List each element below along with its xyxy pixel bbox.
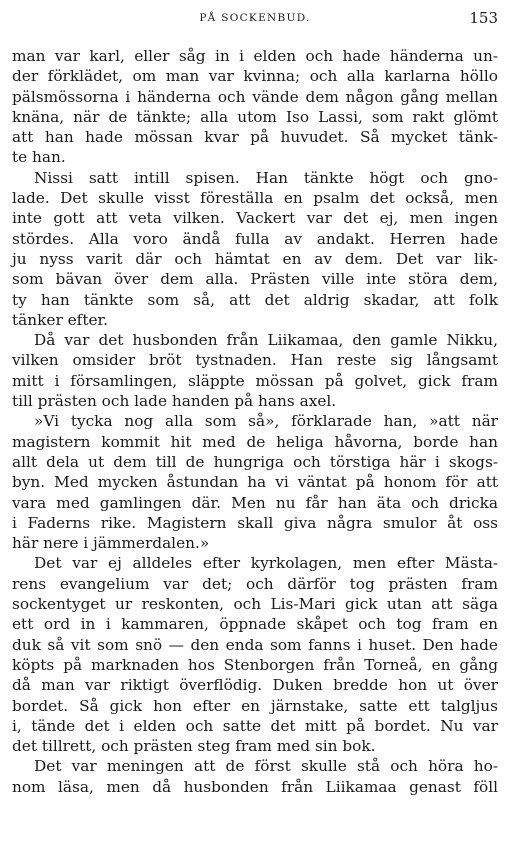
text-line: ett ord in i kammaren, öppnade skåpet och tog fram en bbox=[12, 615, 498, 634]
text-line: vilken omsider bröt tystnaden. Han reste sig långsamt bbox=[12, 351, 498, 370]
text-line: mitt i församlingen, släppte mössan på golvet, gick fram bbox=[12, 371, 498, 390]
text-line: här nere i jämmerdalen.» bbox=[12, 534, 210, 553]
text-line: då man var riktigt överflödig. Duken bredde hon ut över bbox=[12, 676, 498, 695]
text-line: stördes. Alla voro ändå fulla av andakt. Herren hade bbox=[12, 229, 498, 248]
text-line: magistern kommit hit med de heliga håvorna, borde han bbox=[12, 432, 498, 451]
running-header bbox=[12, 10, 498, 36]
text-line: allt dela ut dem till de hungriga och törstiga här i skogs- bbox=[12, 452, 498, 471]
text-line: som bävan över dem alla. Prästen ville inte störa dem, bbox=[12, 270, 498, 289]
text-line: ty han tänkte som så, att det aldrig skadar, att folk bbox=[12, 290, 498, 309]
text-line: bordet. Så gick hon efter en järnstake, satte ett talgljus bbox=[12, 696, 498, 715]
text-line: man var karl, eller såg in i elden och hade händerna un- bbox=[12, 47, 498, 65]
text-line: vara med gamlingen där. Men nu får han äta och dricka bbox=[12, 493, 498, 512]
text-line: der förklädet, om man var kvinna; och alla karlarna höllo bbox=[12, 67, 498, 86]
book-page bbox=[12, 10, 498, 797]
text-line: te han. bbox=[12, 148, 66, 167]
text-line: Det var meningen att de först skulle stå och höra ho- bbox=[34, 757, 498, 776]
text-line: tänker efter. bbox=[12, 310, 109, 329]
text-line: att han hade mössan kvar på huvudet. Så mycket tänk- bbox=[12, 128, 498, 147]
text-line: ju nyss varit där och hämtat en av dem. Det var lik- bbox=[12, 249, 498, 268]
running-title: PÅ SOCKENBUD. bbox=[199, 12, 311, 24]
body-text bbox=[12, 46, 498, 797]
text-line: lade. Det skulle visst föreställa en psalm det också, men bbox=[12, 189, 498, 208]
text-line: Då var det husbonden från Liikamaa, den gamle Nikku, bbox=[34, 331, 498, 350]
text-line: byn. Med mycken åstundan ha vi väntat på honom för att bbox=[12, 473, 498, 492]
text-line: pälsmössorna i händerna och vände dem någon gång mellan bbox=[12, 87, 498, 106]
text-line: i Faderns rike. Magistern skall giva några smulor åt oss bbox=[12, 513, 498, 532]
text-line: rens evangelium var det; och därför tog prästen fram bbox=[12, 574, 498, 593]
page-number: 153 bbox=[469, 9, 498, 27]
text-line: köpts på marknaden hos Stenborgen från Torneå, en gång bbox=[12, 655, 498, 674]
text-line: till prästen och lade handen på hans axel. bbox=[12, 392, 337, 411]
text-line: sockentyget ur reskonten, och Lis-Mari gick utan att säga bbox=[12, 595, 498, 614]
text-line: inte gott att veta vilken. Vackert var det ej, men ingen bbox=[12, 209, 498, 228]
text-line: knäna, när de tänkte; alla utom Iso Lassi, som rakt glömt bbox=[12, 107, 498, 126]
text-line: Det var ej alldeles efter kyrkolagen, men efter Mästa- bbox=[34, 554, 498, 573]
text-line: det tillrett, och prästen steg fram med sin bok. bbox=[12, 737, 376, 756]
text-line: duk så vit som snö — den enda som fanns i huset. Den hade bbox=[12, 635, 498, 654]
text-line: nom läsa, men då husbonden från Liikamaa genast föll bbox=[12, 777, 498, 796]
text-line: i, tände det i elden och satte det mitt på bordet. Nu var bbox=[12, 716, 498, 735]
text-line: »Vi tycka nog alla som så», förklarade han, »att när bbox=[34, 412, 498, 431]
text-line: Nissi satt intill spisen. Han tänkte högt och gno- bbox=[34, 168, 498, 187]
